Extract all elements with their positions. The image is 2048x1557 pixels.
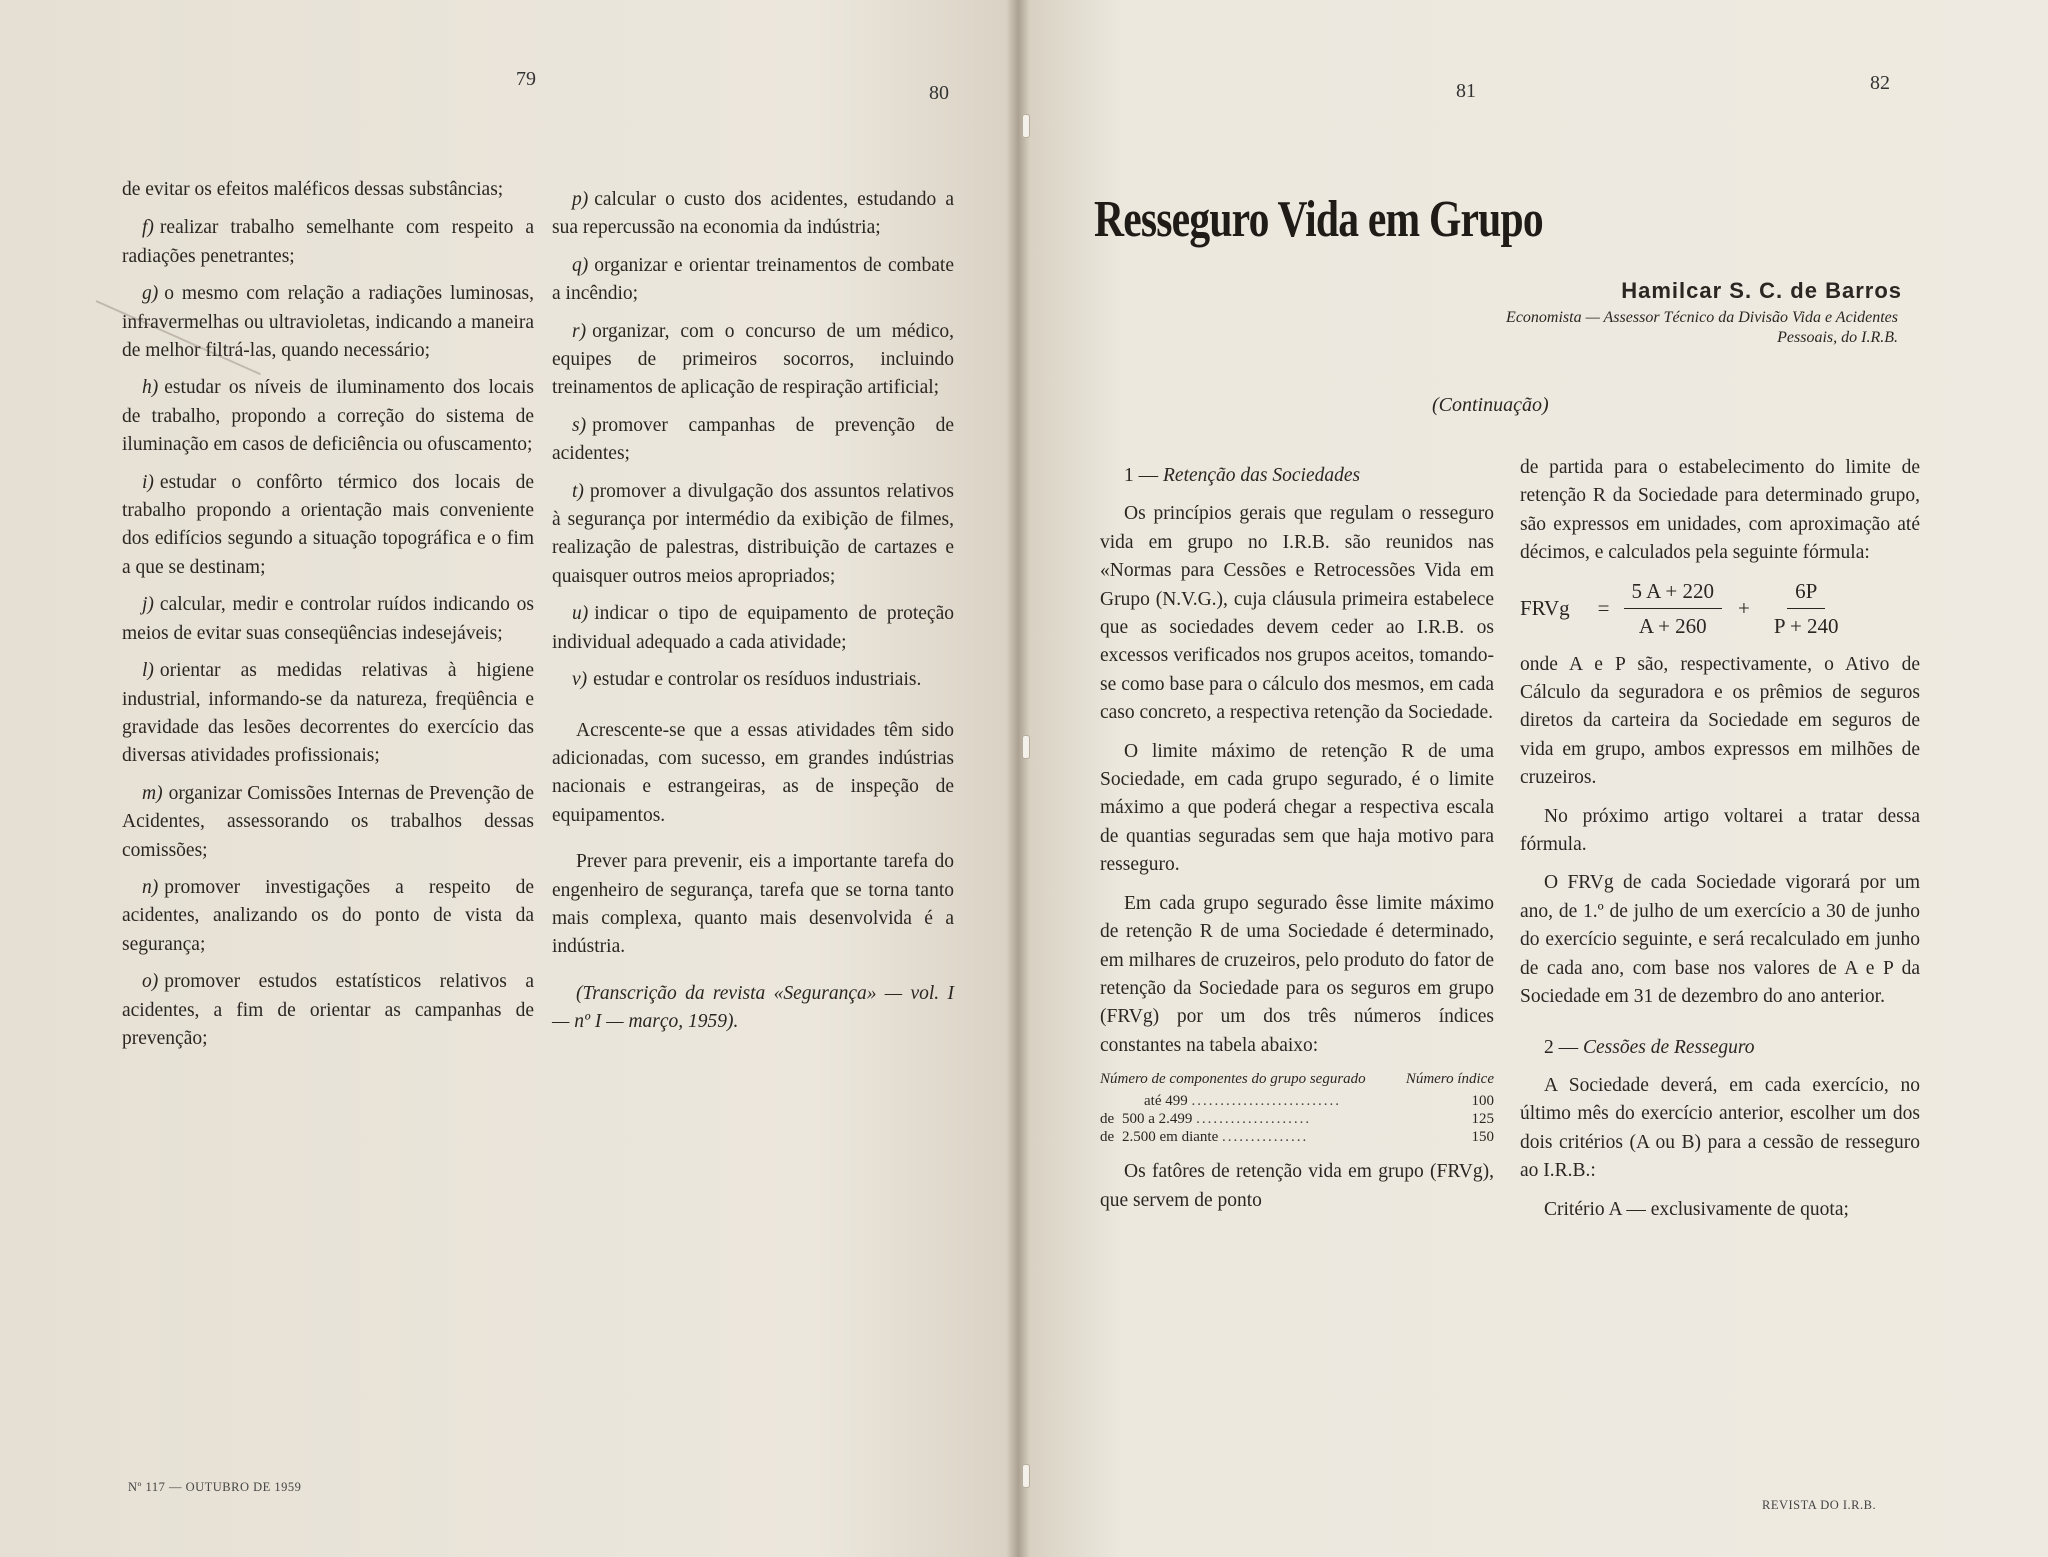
- table-header: Número de componentes do grupo segurado: [1100, 1071, 1366, 1088]
- article-title: Resseguro Vida em Grupo: [1094, 191, 1543, 248]
- page79-footer: Nº 117 — OUTUBRO DE 1959: [128, 1480, 302, 1494]
- page79-column: [122, 176, 534, 1062]
- page82-paragraph: de partida para o estabelecimento do limite de retenção R da Sociedade para determinado grupo, são expressos em unidades, com aproximação até décimos, e calculados pela seguinte fórmula:: [1520, 457, 1920, 564]
- page-number-82: 82: [1870, 72, 1890, 94]
- table-row: de 500 a 2.499 .................... 125: [1100, 1111, 1494, 1128]
- list-item: j) calcular, medir e controlar ruídos indicando os meios de evitar suas conseqüências indesejáveis;: [122, 594, 534, 644]
- source-citation: (Transcrição da revista «Segurança» — vol. I — nº I — março, 1959).: [552, 982, 954, 1033]
- binding-stitch: [1022, 735, 1030, 759]
- page82-footer: REVISTA DO I.R.B.: [1762, 1498, 1877, 1512]
- page82-paragraph: O FRVg de cada Sociedade vigorará por um ano, de 1.º de julho de um exercício a 30 de junho do exercício seguinte, e será recalculado em junho de cada ano, com base nos valores de A e P da Sociedade em 31 de dezembro do ano anterior.: [1520, 872, 1920, 1008]
- index-table: [1100, 1070, 1494, 1146]
- list-item: p) calcular o custo dos acidentes, estudando a sua repercussão na economia da indústria;: [552, 189, 954, 239]
- page81-paragraph: Os princípios gerais que regulam o resseguro vida em grupo no I.R.B. são reunidos nas «Normas para Cessões e Retrocessões Vida em Grupo (N.V.G.), cuja cláusula primeira estabelece que as sociedades devem ceder ao I.R.B. os excessos verificados nos grupos aceitos, tomando-se como base para o cálculo dos mesmos, em cada caso concreto, a respectiva retenção da Sociedade.: [1100, 503, 1494, 724]
- page-number-79: 79: [516, 68, 536, 90]
- page81-paragraph: O limite máximo de retenção R de uma Sociedade, em cada grupo segurado, é o limite máximo a que poderá chegar a respectiva escala de quantias seguradas sem que haja motivo para resseguro.: [1100, 740, 1494, 876]
- author-role: Economista — Assessor Técnico da Divisão Vida e Acidentes Pessoais, do I.R.B.: [1506, 309, 1898, 346]
- list-item: s) promover campanhas de prevenção de acidentes;: [552, 414, 954, 465]
- section-heading: 1 — Retenção das Sociedades: [1124, 465, 1361, 486]
- list-item: n) promover investigações a respeito de acidentes, analizando os do ponto de vista da segurança;: [122, 876, 534, 955]
- page82-paragraph: Critério A — exclusivamente de quota;: [1544, 1198, 1849, 1220]
- page80-paragraph: Acrescente-se que a essas atividades têm sido adicionadas, com sucesso, em grandes indústrias nacionais e estrangeiras, as de inspeção de equipamentos.: [552, 719, 954, 826]
- left-page: [0, 0, 1018, 1557]
- table-row: de 2.500 em diante ............... 150: [1100, 1129, 1494, 1146]
- list-item: l) orientar as medidas relativas à higiene industrial, informando-se da natureza, freqüência e gravidade das lesões decorrentes do exercício das diversas atividades profissionais;: [122, 660, 534, 767]
- list-item: v) estudar e controlar os resíduos industriais.: [572, 669, 922, 691]
- frvg-formula: FRVg = $\frac{5 A + 220}{A + 260}$ + $\frac{6P}{P + 240}$: [1520, 578, 1839, 638]
- page81-paragraph: Em cada grupo segurado êsse limite máximo de retenção R de uma Sociedade é determinado, em milhares de cruzeiros, pelo produto do fator de retenção da Sociedade para os seguros em grupo (FRVg) por um dos três números índices constantes na tabela abaixo:: [1100, 892, 1494, 1056]
- binding-stitch: [1022, 114, 1030, 138]
- list-item: o) promover estudos estatísticos relativos a acidentes, a fim de orientar as campanhas de prevenção;: [122, 971, 534, 1049]
- list-item: m) organizar Comissões Internas de Prevenção de Acidentes, assessorando os trabalhos dessas comissões;: [122, 782, 534, 861]
- page80-paragraph: Prever para prevenir, eis a importante tarefa do engenheiro de segurança, tarefa que se torna tanto mais complexa, quanto mais desenvolvida é a indústria.: [552, 851, 954, 958]
- list-item: r) organizar, com o concurso de um médico, equipes de primeiros socorros, incluindo treinamentos de aplicação de respiração artificial;: [552, 320, 954, 399]
- list-item: t) promover a divulgação dos assuntos relativos à segurança por intermédio da exibição de filmes, realização de palestras, distribuição de cartazes e quaisquer outros meios apropriados;: [552, 480, 954, 587]
- continuation-label: (Continuação): [1432, 394, 1549, 416]
- table-header: Número índice: [1405, 1071, 1494, 1088]
- list-item: i) estudar o confôrto térmico dos locais de trabalho propondo a orientação mais conveniente dos edifícios segundo a situação topográfica e o fim a que se destinam;: [122, 471, 534, 578]
- list-item: u) indicar o tipo de equipamento de proteção individual adequado a cada atividade;: [552, 603, 954, 653]
- list-item: q) organizar e orientar treinamentos de combate a incêndio;: [552, 254, 954, 305]
- page81-paragraph: Os fatôres de retenção vida em grupo (FRVg), que servem de ponto: [1100, 1161, 1494, 1211]
- page-number-81: 81: [1456, 80, 1476, 102]
- table-row: até 499 .......................... 100: [1144, 1093, 1494, 1110]
- list-item: f) realizar trabalho semelhante com respeito a radiações penetrantes;: [122, 217, 534, 267]
- book-gutter: [1006, 0, 1030, 1557]
- page80-column: [552, 186, 954, 1047]
- binding-stitch: [1022, 1464, 1030, 1488]
- page82-column: [1520, 454, 1920, 1234]
- section-heading: 2 — Cessões de Resseguro: [1544, 1036, 1755, 1058]
- page79-lead: de evitar os efeitos maléficos dessas substâncias;: [122, 179, 504, 200]
- page82-paragraph: onde A e P são, respectivamente, o Ativo de Cálculo da seguradora e os prêmios de seguros diretos da carteira da Sociedade em seguros de vida em grupo, ambos expressos em milhões de cruzeiros.: [1520, 653, 1920, 789]
- page81-column: [1100, 462, 1494, 1225]
- list-item: g) o mesmo com relação a radiações luminosas, infravermelhas ou ultravioletas, indicando a maneira de melhor filtrá-las, quando necessário;: [122, 283, 534, 362]
- list-item: h) estudar os níveis de iluminamento dos locais de trabalho, propondo a correção do sistema de iluminação em casos de deficiência ou ofuscamento;: [122, 377, 534, 456]
- article-author: Hamilcar S. C. de Barros: [1621, 278, 1902, 303]
- page-number-80: 80: [929, 82, 949, 104]
- page82-paragraph: No próximo artigo voltarei a tratar dessa fórmula.: [1520, 805, 1920, 856]
- page82-paragraph: A Sociedade deverá, em cada exercício, no último mês do exercício anterior, escolher um dos dois critérios (A ou B) para a cessão de resseguro ao I.R.B.:: [1520, 1074, 1920, 1182]
